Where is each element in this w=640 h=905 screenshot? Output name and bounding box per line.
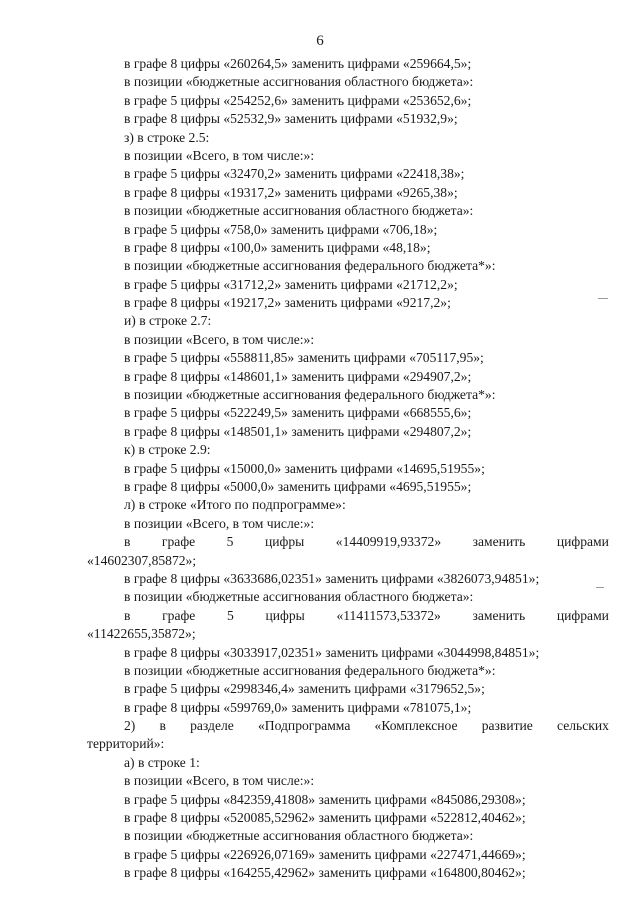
text-line: в графе 8 цифры «164255,42962» заменить цифрами «164800,80462»; — [124, 865, 526, 881]
text-word: сельских — [557, 718, 609, 734]
text-line: и) в строке 2.7: — [124, 313, 212, 329]
text-word: цифры — [264, 534, 305, 550]
text-line — [0, 607, 640, 625]
text-word: в — [124, 534, 131, 550]
text-line: в графе 5 цифры «32470,2» заменить цифрами «22418,38»; — [124, 166, 465, 182]
text-line: в графе 8 цифры «100,0» заменить цифрами «48,18»; — [124, 239, 431, 255]
text-line: в позиции «Всего, в том числе:»: — [124, 147, 315, 163]
text-word: цифрами — [556, 607, 609, 623]
text-line: в позиции «бюджетные ассигнования федерального бюджета*»: — [124, 662, 496, 678]
text-line: в позиции «бюджетные ассигнования областного бюджета»: — [124, 74, 474, 90]
text-line: а) в строке 1: — [124, 754, 200, 770]
scan-mark — [596, 587, 604, 588]
text-line: в позиции «бюджетные ассигнования областного бюджета»: — [124, 203, 474, 219]
text-line: в графе 8 цифры «52532,9» заменить цифрами «51932,9»; — [124, 111, 458, 127]
text-word: графе — [161, 534, 196, 550]
text-line: в позиции «Всего, в том числе:»: — [124, 331, 315, 347]
text-word: в — [159, 718, 166, 734]
text-line: «11422655,35872»; — [87, 626, 196, 642]
text-line: в графе 5 цифры «15000,0» заменить цифрами «14695,51955»; — [124, 460, 485, 476]
text-line: в графе 8 цифры «148501,1» заменить цифрами «294807,2»; — [124, 423, 472, 439]
text-line: в графе 8 цифры «148601,1» заменить цифрами «294907,2»; — [124, 368, 472, 384]
text-line: к) в строке 2.9: — [124, 442, 211, 458]
text-line: в позиции «бюджетные ассигнования областного бюджета»: — [124, 828, 474, 844]
text-line: в графе 8 цифры «5000,0» заменить цифрами «4695,51955»; — [124, 478, 472, 494]
text-line: в графе 8 цифры «260264,5» заменить цифрами «259664,5»; — [124, 56, 472, 71]
text-line: в графе 5 цифры «558811,85» заменить цифрами «705117,95»; — [124, 350, 484, 366]
text-word: в — [124, 607, 131, 623]
text-line: л) в строке «Итого по подпрограмме»: — [124, 497, 346, 513]
text-line: в графе 8 цифры «19217,2» заменить цифрами «9217,2»; — [124, 295, 451, 311]
text-line — [0, 533, 640, 551]
text-word: графе — [162, 607, 196, 623]
text-line: в графе 8 цифры «3033917,02351» заменить цифрами «3044998,84851»; — [124, 644, 540, 660]
text-word: «Комплексное — [374, 718, 458, 734]
text-word: 5 — [226, 534, 234, 550]
text-word: заменить — [472, 534, 526, 550]
text-line: в графе 8 цифры «599769,0» заменить цифрами «781075,1»; — [124, 699, 472, 715]
page-number: 6 — [316, 33, 324, 49]
text-line: в графе 5 цифры «31712,2» заменить цифрами «21712,2»; — [124, 276, 458, 292]
text-line: «14602307,85872»; — [87, 552, 197, 568]
text-line: в позиции «Всего, в том числе:»: — [124, 773, 315, 789]
text-line: в графе 5 цифры «226926,07169» заменить цифрами «227471,44669»; — [124, 846, 526, 862]
text-word: заменить — [472, 607, 526, 623]
text-line: в графе 5 цифры «254252,6» заменить цифрами «253652,6»; — [124, 92, 472, 108]
text-word: цифрами — [556, 534, 609, 550]
text-line: территорий»: — [87, 736, 165, 752]
text-word: цифры — [265, 607, 305, 623]
text-word: развитие — [481, 718, 533, 734]
text-word: разделе — [190, 718, 234, 734]
text-word: «11411573,53372» — [336, 607, 441, 623]
text-line: з) в строке 2.5: — [124, 129, 210, 145]
text-line: в графе 5 цифры «842359,41808» заменить цифрами «845086,29308»; — [124, 791, 526, 807]
scan-mark — [598, 298, 608, 299]
text-word: «Подпрограмма — [258, 718, 351, 734]
text-line: в графе 8 цифры «520085,52962» заменить цифрами «522812,40462»; — [124, 810, 526, 826]
text-word: 5 — [227, 607, 234, 623]
text-line: в графе 5 цифры «758,0» заменить цифрами «706,18»; — [124, 221, 438, 237]
text-line: в позиции «Всего, в том числе:»: — [124, 515, 315, 531]
text-line: в графе 8 цифры «3633686,02351» заменить цифрами «3826073,94851»; — [124, 570, 540, 586]
text-line: в графе 5 цифры «2998346,4» заменить цифрами «3179652,5»; — [124, 681, 485, 697]
text-line: в графе 5 цифры «522249,5» заменить цифрами «668555,6»; — [124, 405, 472, 421]
text-line: в позиции «бюджетные ассигнования федерального бюджета*»: — [124, 387, 496, 403]
text-line: в позиции «бюджетные ассигнования областного бюджета»: — [124, 589, 474, 605]
text-line: в графе 8 цифры «19317,2» заменить цифрами «9265,38»; — [124, 184, 458, 200]
text-word: 2) — [124, 718, 136, 734]
text-line — [0, 717, 640, 735]
text-word: «14409919,93372» — [335, 534, 442, 550]
document-body — [0, 55, 640, 883]
text-line: в позиции «бюджетные ассигнования федерального бюджета*»: — [124, 258, 496, 274]
